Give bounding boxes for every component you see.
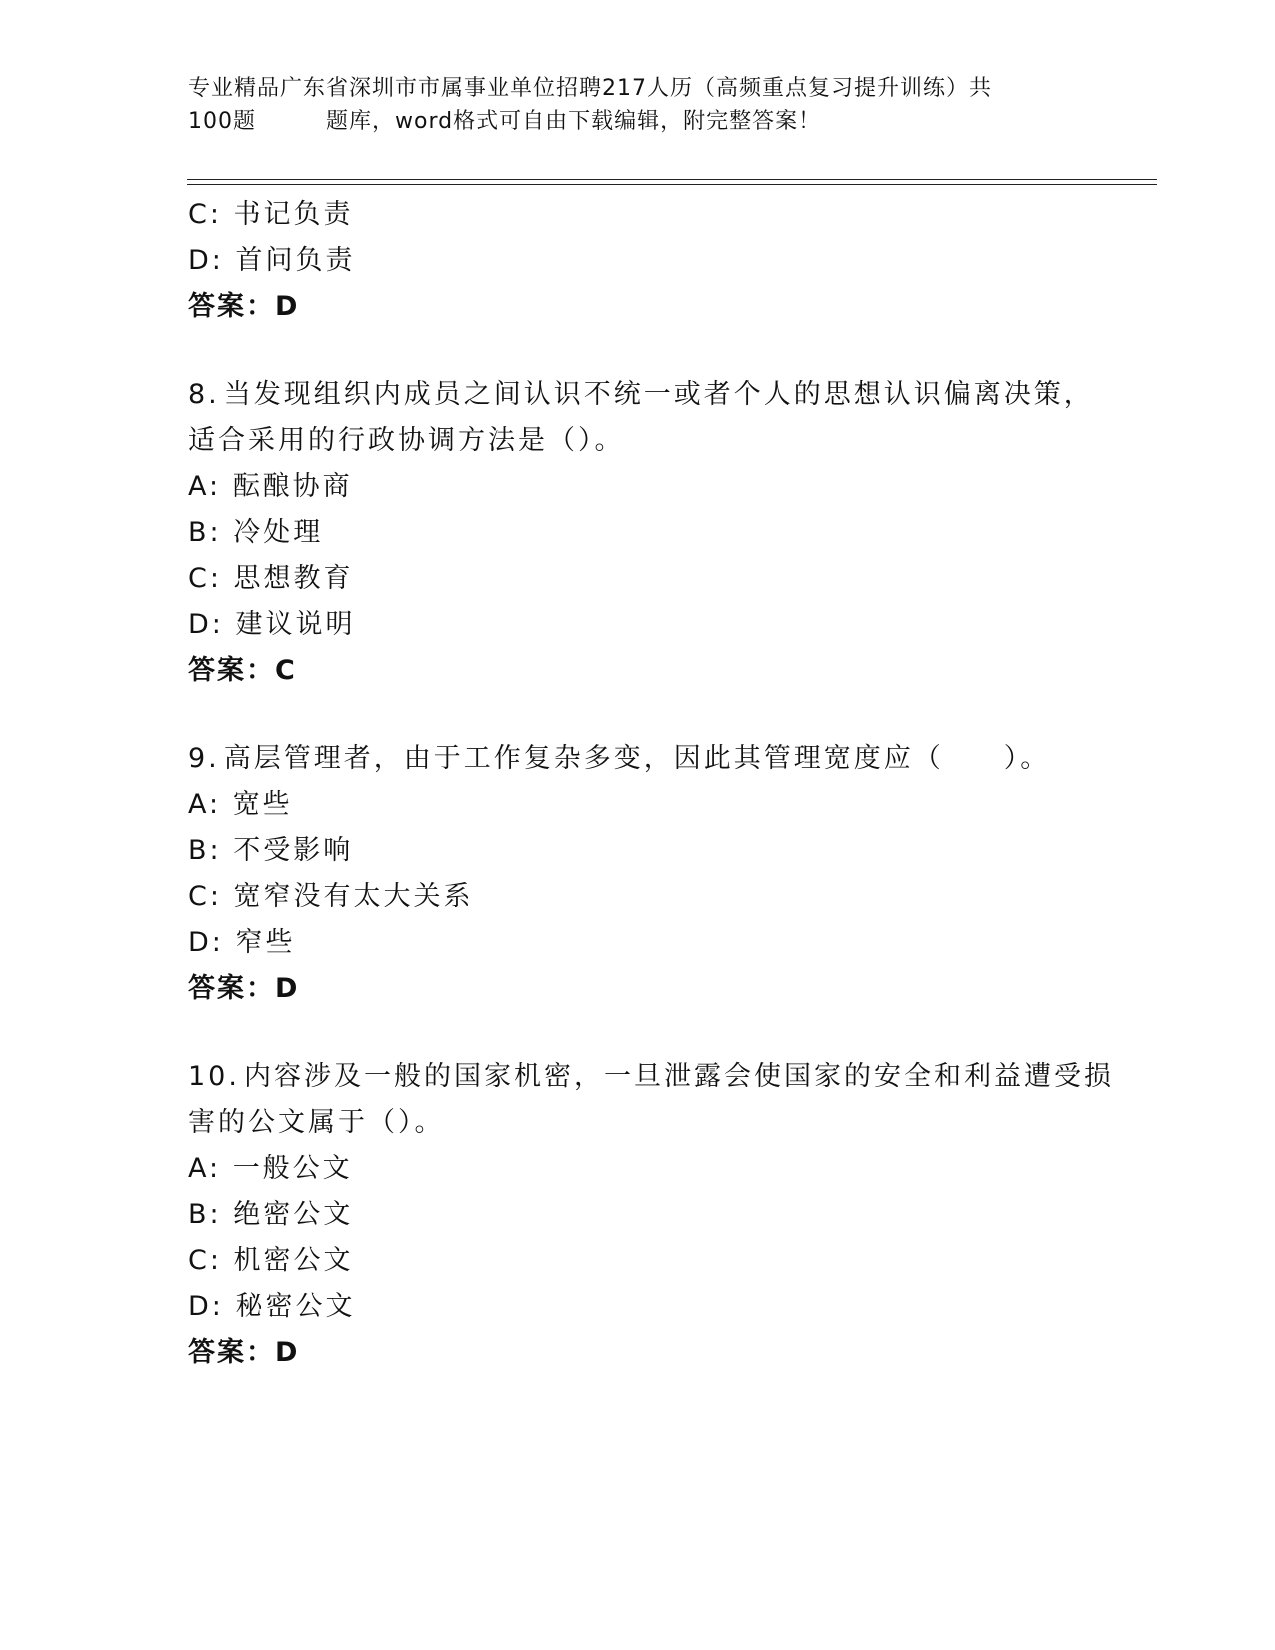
- option-b: [188, 1192, 1088, 1238]
- option-text: 秘密公文: [235, 1291, 356, 1322]
- option-letter: D:: [188, 609, 224, 640]
- option-c: [188, 1238, 1088, 1284]
- question-number: 9.: [188, 743, 220, 774]
- header-title-line-2: [188, 105, 1088, 138]
- option-letter: D:: [188, 1291, 224, 1322]
- option-d: [188, 1284, 1088, 1330]
- option-a: [188, 464, 1088, 510]
- answer-label: 答案：: [188, 1337, 275, 1368]
- question-stem-line: 适合采用的行政协调方法是（）。: [188, 425, 625, 456]
- answer-value: D: [275, 1337, 300, 1368]
- question-stem-line: 高层管理者，由于工作复杂多变，因此其管理宽度应（ ）。: [223, 743, 1051, 774]
- option-text: 宽窄没有太大关系: [233, 881, 474, 912]
- option-letter: D:: [188, 245, 224, 276]
- answer-line: [188, 648, 1088, 694]
- option-text: 一般公文: [232, 1153, 353, 1184]
- question-stem-continuation: [188, 418, 1088, 464]
- question-stem: [188, 1054, 1114, 1100]
- option-text: 酝酿协商: [232, 471, 353, 502]
- question-number: 10.: [188, 1061, 240, 1092]
- header-divider-top: [187, 179, 1157, 180]
- answer-label: 答案：: [188, 291, 275, 322]
- header-subtitle: 题库，word格式可自由下载编辑，附完整答案！: [326, 109, 822, 134]
- answer-line: [188, 966, 1088, 1012]
- option-text: 宽些: [232, 789, 293, 820]
- option-c: [188, 874, 1088, 920]
- question-stem-continuation: [188, 1100, 1088, 1146]
- option-d: [188, 920, 1088, 966]
- option-letter: C:: [188, 563, 222, 594]
- option-d: [188, 238, 1088, 284]
- option-letter: B:: [188, 517, 222, 548]
- option-text: 建议说明: [235, 609, 356, 640]
- answer-value: D: [275, 973, 300, 1004]
- question-block-9: [188, 736, 1088, 1012]
- header-title-line-1: 专业精品广东省深圳市市属事业单位招聘217人历（高频重点复习提升训练）共: [188, 76, 992, 101]
- option-a: [188, 1146, 1088, 1192]
- option-text: 思想教育: [233, 563, 354, 594]
- option-b: [188, 510, 1088, 556]
- option-c: [188, 192, 1088, 238]
- question-block-8: [188, 372, 1094, 694]
- option-letter: C:: [188, 199, 222, 230]
- option-text: 不受影响: [233, 835, 354, 866]
- question-number: 8.: [188, 379, 220, 410]
- option-text: 冷处理: [233, 517, 324, 548]
- option-letter: A:: [188, 789, 222, 820]
- option-text: 首问负责: [235, 245, 356, 276]
- question-block-10: [188, 1054, 1114, 1376]
- option-a: [188, 782, 1088, 828]
- answer-label: 答案：: [188, 973, 275, 1004]
- option-c: [188, 556, 1088, 602]
- option-text: 窄些: [235, 927, 296, 958]
- option-letter: B:: [188, 1199, 222, 1230]
- question-stem-line: 害的公文属于（）。: [188, 1107, 445, 1138]
- answer-line: [188, 284, 1088, 330]
- header-divider-bottom: [187, 184, 1157, 185]
- option-letter: A:: [188, 1153, 222, 1184]
- question-stem: [188, 372, 1094, 418]
- option-text: 绝密公文: [233, 1199, 354, 1230]
- question-list: [188, 192, 1114, 1418]
- option-text: 机密公文: [233, 1245, 354, 1276]
- answer-line: [188, 1330, 1088, 1376]
- question-stem: [188, 736, 1088, 782]
- answer-value: C: [275, 655, 297, 686]
- option-letter: C:: [188, 1245, 222, 1276]
- option-text: 书记负责: [233, 199, 354, 230]
- answer-value: D: [275, 291, 300, 322]
- page-header: [188, 72, 1088, 138]
- option-letter: B:: [188, 835, 222, 866]
- option-d: [188, 602, 1088, 648]
- answer-label: 答案：: [188, 655, 275, 686]
- question-stem-line: 内容涉及一般的国家机密，一旦泄露会使国家的安全和利益遭受损: [243, 1061, 1114, 1092]
- option-letter: A:: [188, 471, 222, 502]
- question-stem-line: 当发现组织内成员之间认识不统一或者个人的思想认识偏离决策，: [223, 379, 1094, 410]
- option-b: [188, 828, 1088, 874]
- option-letter: C:: [188, 881, 222, 912]
- option-letter: D:: [188, 927, 224, 958]
- header-count: 100题: [188, 109, 256, 134]
- question-block-previous: [188, 192, 1088, 330]
